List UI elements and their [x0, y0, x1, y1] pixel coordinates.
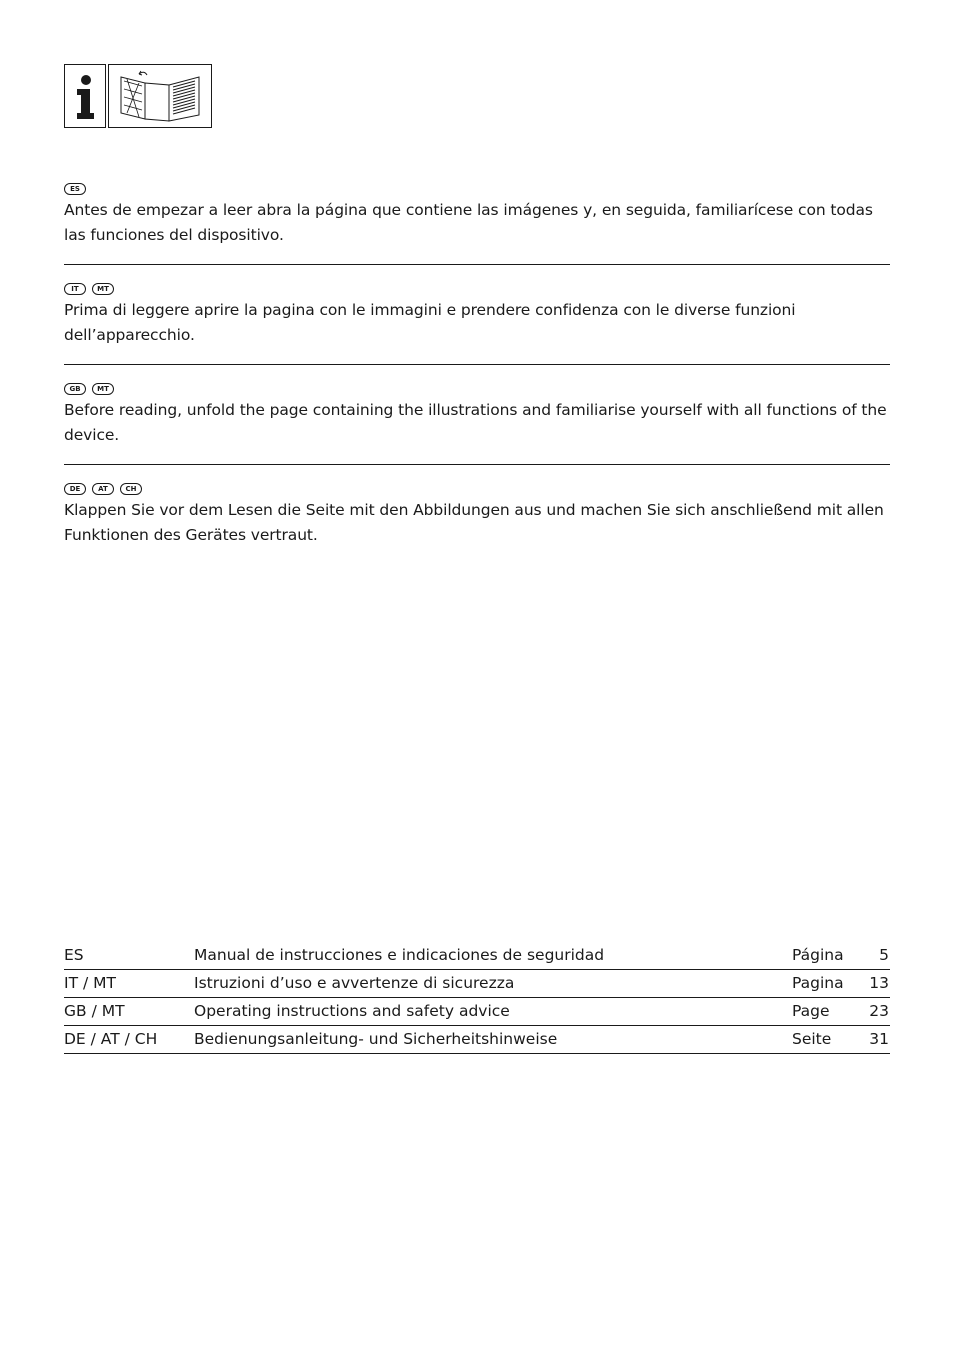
language-badge: IT [64, 283, 86, 295]
toc-language-code: DE / AT / CH [64, 1030, 158, 1048]
divider [64, 464, 890, 465]
divider [64, 264, 890, 265]
language-badges [64, 480, 890, 498]
intro-text: Before reading, unfold the page containing the illustrations and familiarise yourself with all functions of the device. [64, 401, 887, 444]
toc-page-label: Page [792, 1002, 830, 1020]
intro-section-es [64, 180, 890, 248]
intro-text: Klappen Sie vor dem Lesen die Seite mit den Abbildungen aus und machen Sie sich anschließend mit allen Funktionen des Gerätes vertraut. [64, 501, 884, 544]
language-badge: MT [92, 383, 114, 395]
language-badge: DE [64, 483, 86, 495]
toc-page-number: 5 [879, 946, 889, 964]
language-badge: GB [64, 383, 86, 395]
language-badge: CH [120, 483, 142, 495]
toc-row[interactable] [64, 998, 890, 1026]
language-badge: MT [92, 283, 114, 295]
toc-page-label: Pagina [792, 974, 844, 992]
language-badges [64, 280, 890, 298]
toc-page-number: 13 [869, 974, 889, 992]
language-badge: AT [92, 483, 114, 495]
divider [64, 364, 890, 365]
fold-out-page-icon [108, 64, 212, 128]
toc-title: Istruzioni d’uso e avvertenze di sicurezza [194, 974, 515, 992]
intro-section-it [64, 280, 890, 348]
toc-title: Bedienungsanleitung- und Sicherheitshinweise [194, 1030, 558, 1048]
info-icon [64, 64, 106, 128]
intro-section-gb [64, 380, 890, 448]
toc-row[interactable] [64, 1026, 890, 1054]
toc-language-code: IT / MT [64, 974, 116, 992]
intro-text: Prima di leggere aprire la pagina con le immagini e prendere confidenza con le diverse funzioni dell’apparecchio. [64, 301, 796, 344]
intro-section-de [64, 480, 890, 548]
language-badge: ES [64, 183, 86, 195]
toc-title: Manual de instrucciones e indicaciones de seguridad [194, 946, 605, 964]
language-badges [64, 380, 890, 398]
toc-language-code: GB / MT [64, 1002, 125, 1020]
intro-text: Antes de empezar a leer abra la página que contiene las imágenes y, en seguida, familiarícese con todas las funciones del dispositivo. [64, 201, 873, 244]
open-book-icon [109, 65, 211, 127]
toc-page-number: 31 [869, 1030, 889, 1048]
toc-language-code: ES [64, 946, 84, 964]
language-badges [64, 180, 890, 198]
toc-row[interactable] [64, 942, 890, 970]
toc-row[interactable] [64, 970, 890, 998]
toc-page-label: Página [792, 946, 844, 964]
toc-page-number: 23 [869, 1002, 889, 1020]
info-i-glyph [65, 65, 105, 127]
table-of-contents [64, 942, 890, 1054]
toc-title: Operating instructions and safety advice [194, 1002, 510, 1020]
toc-page-label: Seite [792, 1030, 832, 1048]
